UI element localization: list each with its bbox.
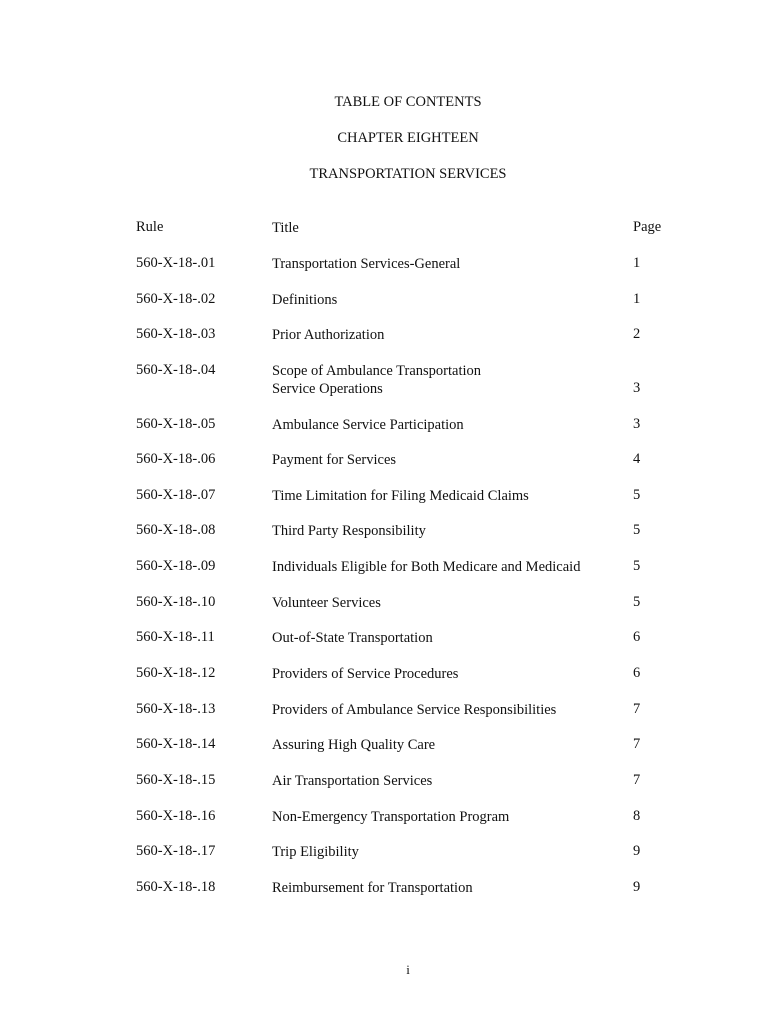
rule-title: Providers of Ambulance Service Responsibilities xyxy=(272,702,557,718)
toc-row xyxy=(0,558,770,578)
rule-number: 560-X-18-.12 xyxy=(136,665,216,681)
rule-title: Definitions xyxy=(272,292,338,308)
rule-number: 560-X-18-.07 xyxy=(136,487,216,503)
toc-row xyxy=(0,291,770,311)
chapter-title: TRANSPORTATION SERVICES xyxy=(309,166,507,182)
title-column-header: Title xyxy=(272,220,299,236)
page-number: 5 xyxy=(633,522,641,538)
toc-heading: TABLE OF CONTENTS xyxy=(334,94,482,110)
rule-title-line: Scope of Ambulance Transportation xyxy=(272,363,482,379)
toc-row xyxy=(0,487,770,507)
rule-number: 560-X-18-.13 xyxy=(136,701,216,717)
rule-title: Non-Emergency Transportation Program xyxy=(272,809,510,825)
page-number: 7 xyxy=(633,736,641,752)
page-number: 2 xyxy=(633,326,641,342)
page-number: 3 xyxy=(633,416,641,432)
rule-title: Prior Authorization xyxy=(272,327,385,343)
rule-title: Trip Eligibility xyxy=(272,844,359,860)
rule-title: Ambulance Service Participation xyxy=(272,417,464,433)
page-number: 1 xyxy=(633,255,641,271)
rule-number: 560-X-18-.16 xyxy=(136,808,216,824)
toc-row xyxy=(0,772,770,792)
page-number: 5 xyxy=(633,487,641,503)
rule-title: Individuals Eligible for Both Medicare and Medicaid xyxy=(272,559,581,575)
rule-number: 560-X-18-.18 xyxy=(136,879,216,895)
rule-number: 560-X-18-.01 xyxy=(136,255,216,271)
page-number: 5 xyxy=(633,594,641,610)
rule-number: 560-X-18-.10 xyxy=(136,594,216,610)
rule-number: 560-X-18-.06 xyxy=(136,451,216,467)
rule-number: 560-X-18-.03 xyxy=(136,326,216,342)
rule-title: Time Limitation for Filing Medicaid Claims xyxy=(272,488,529,504)
page-column-header: Page xyxy=(633,219,662,235)
page-number: 9 xyxy=(633,879,641,895)
rule-number: 560-X-18-.08 xyxy=(136,522,216,538)
rule-title xyxy=(272,362,481,398)
page-number: 6 xyxy=(633,665,641,681)
rule-title: Volunteer Services xyxy=(272,595,381,611)
toc-row xyxy=(0,326,770,346)
rule-number: 560-X-18-.05 xyxy=(136,416,216,432)
rule-title: Reimbursement for Transportation xyxy=(272,880,473,896)
toc-row xyxy=(0,736,770,756)
footer-page-number: i xyxy=(406,962,410,977)
rule-column-header: Rule xyxy=(136,219,164,235)
rule-title: Transportation Services-General xyxy=(272,256,461,272)
toc-row xyxy=(0,629,770,649)
toc-row xyxy=(0,879,770,899)
rule-title: Third Party Responsibility xyxy=(272,523,426,539)
toc-row xyxy=(0,665,770,685)
rule-number: 560-X-18-.02 xyxy=(136,291,216,307)
page-number: 8 xyxy=(633,808,641,824)
page-number: 4 xyxy=(633,451,641,467)
rule-number: 560-X-18-.14 xyxy=(136,736,216,752)
page-number: 3 xyxy=(633,380,641,396)
toc-row xyxy=(0,843,770,863)
rule-title-line: Service Operations xyxy=(272,381,383,397)
rule-title: Payment for Services xyxy=(272,452,397,468)
page-number: 7 xyxy=(633,772,641,788)
page-number: 7 xyxy=(633,701,641,717)
toc-row xyxy=(0,255,770,275)
toc-row xyxy=(0,451,770,471)
page-number: 9 xyxy=(633,843,641,859)
rule-number: 560-X-18-.17 xyxy=(136,843,216,859)
toc-row xyxy=(0,522,770,542)
toc-row xyxy=(0,362,770,400)
rule-title: Air Transportation Services xyxy=(272,773,433,789)
page-number: 5 xyxy=(633,558,641,574)
rule-number: 560-X-18-.09 xyxy=(136,558,216,574)
chapter-heading: CHAPTER EIGHTEEN xyxy=(337,130,479,146)
toc-row xyxy=(0,416,770,436)
rule-number: 560-X-18-.15 xyxy=(136,772,216,788)
rule-number: 560-X-18-.11 xyxy=(136,629,215,645)
rule-title: Assuring High Quality Care xyxy=(272,737,436,753)
rule-number: 560-X-18-.04 xyxy=(136,362,216,378)
page-number: 6 xyxy=(633,629,641,645)
toc-row xyxy=(0,594,770,614)
toc-row xyxy=(0,808,770,828)
rule-title: Out-of-State Transportation xyxy=(272,630,433,646)
page-number: 1 xyxy=(633,291,641,307)
toc-row xyxy=(0,701,770,721)
rule-title: Providers of Service Procedures xyxy=(272,666,459,682)
